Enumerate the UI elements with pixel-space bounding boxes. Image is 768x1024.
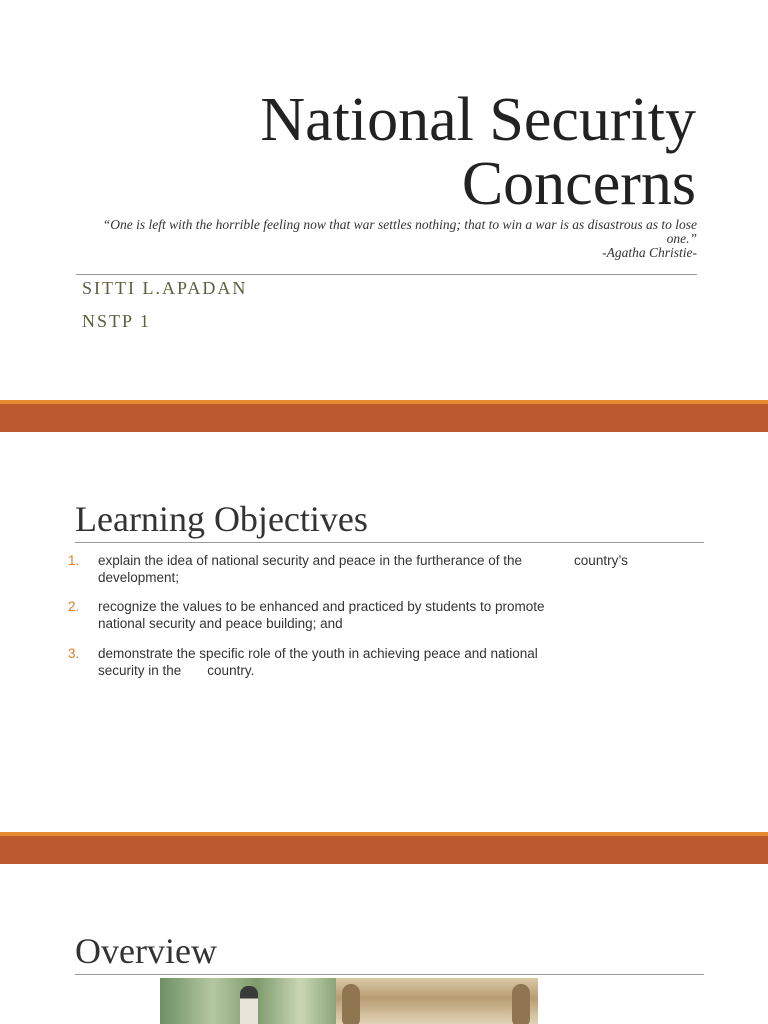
objectives-list [68,552,688,679]
objective-item [68,552,688,598]
objective-number: 1. [68,553,80,568]
title-line-1: National Security [260,86,696,154]
person-figure [240,986,258,1024]
objective-text: demonstrate the specific role of the youth in achieving peace and national [98,646,538,661]
objective-text: explain the idea of national security and peace in the furtherance of the [98,553,523,568]
course-name: NSTP 1 [82,311,151,331]
title-slide [0,0,768,400]
quote-block [77,218,697,260]
objective-text-wrap: development; [98,570,180,585]
quote-text: “One is left with the horrible feeling now that war settles nothing; that to win a war is as disastrous as to lose one.” [102,217,697,246]
objective-item [68,598,688,645]
objective-item [68,645,688,679]
title-line-2: Concerns [461,150,696,218]
objective-number: 3. [68,646,80,661]
scroll-image [336,978,538,1024]
title-divider [76,274,697,275]
objective-text: recognize the values to be enhanced and practiced by students to promote [98,599,545,614]
objectives-heading: Learning Objectives [75,499,368,539]
heading-divider [75,974,704,975]
objective-text-wrap: national security and peace building; and [98,616,343,631]
slide-separator-band [0,832,768,864]
slide-separator-band [0,400,768,432]
objectives-slide [0,432,768,832]
objective-text-continued: country’s [574,553,628,568]
overview-slide [0,864,768,1024]
overview-heading: Overview [75,931,217,971]
objective-text-continued: country. [207,663,255,678]
quote-author: -Agatha Christie- [602,245,697,260]
author-name: SITTI L.APADAN [82,278,248,298]
objective-number: 2. [68,599,80,614]
overview-photo [160,978,336,1024]
slide-title [96,88,696,216]
objective-text-wrap: security in the [98,663,182,678]
heading-divider [75,542,704,543]
